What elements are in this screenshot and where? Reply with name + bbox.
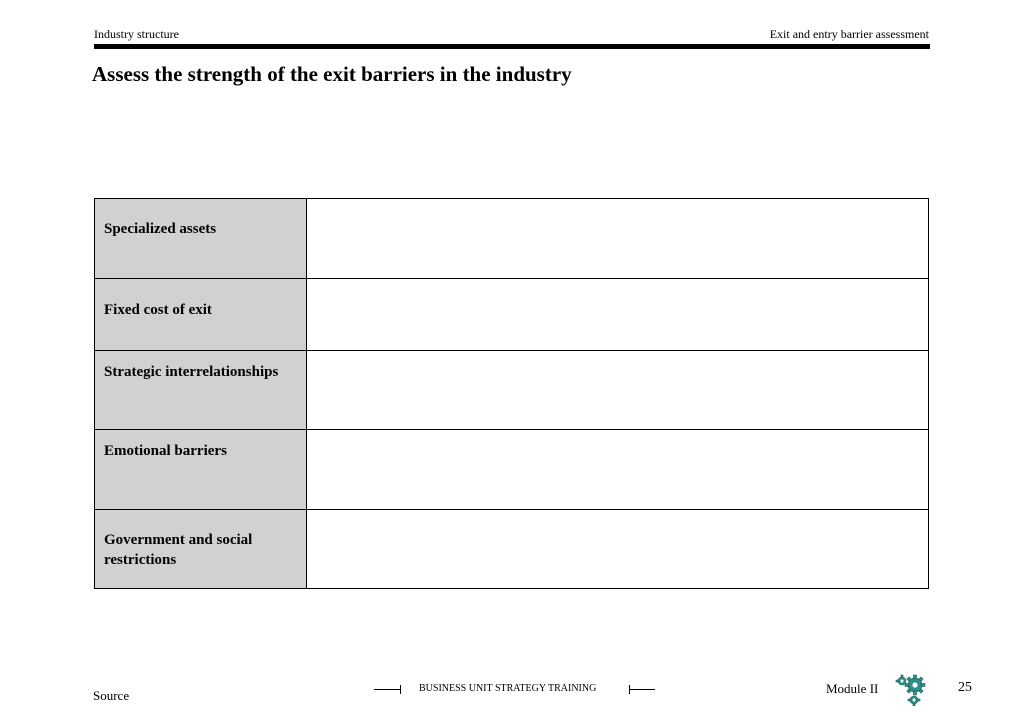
module-label: Module II (826, 681, 879, 696)
assessment-cell-emotional-barriers[interactable] (307, 430, 929, 510)
gears-icon (893, 672, 931, 706)
header-section-label: Industry structure (94, 27, 179, 41)
header-topic-label: Exit and entry barrier assessment (769, 27, 929, 41)
page-number: 25 (958, 680, 972, 695)
assessment-cell-specialized-assets[interactable] (307, 199, 929, 279)
table-row (95, 279, 929, 351)
footer-right-line (629, 689, 655, 690)
footer-banner (374, 682, 656, 696)
page-title: Assess the strength of the exit barriers in the industry (92, 62, 572, 86)
row-label-emotional-barriers: Emotional barriers (95, 430, 307, 510)
row-label-strategic-interrelationships: Strategic interrelationships (95, 351, 307, 430)
footer-left-tick (400, 685, 401, 694)
assessment-cell-government-and-social-restrictions[interactable] (307, 510, 929, 589)
row-label-government-and-social-restrictions: Government and social restrictions (95, 510, 307, 589)
source-label: Source (93, 688, 130, 703)
row-label-fixed-cost-of-exit: Fixed cost of exit (95, 279, 307, 351)
table-row (95, 510, 929, 589)
exit-barriers-table (94, 198, 929, 589)
table-row (95, 351, 929, 430)
table-row (95, 430, 929, 510)
footer-program-label: BUSINESS UNIT STRATEGY TRAINING (419, 683, 597, 694)
table-row (95, 199, 929, 279)
header-divider (94, 44, 930, 49)
footer-left-line (374, 689, 400, 690)
assessment-cell-fixed-cost-of-exit[interactable] (307, 279, 929, 351)
row-label-specialized-assets: Specialized assets (95, 199, 307, 279)
assessment-cell-strategic-interrelationships[interactable] (307, 351, 929, 430)
